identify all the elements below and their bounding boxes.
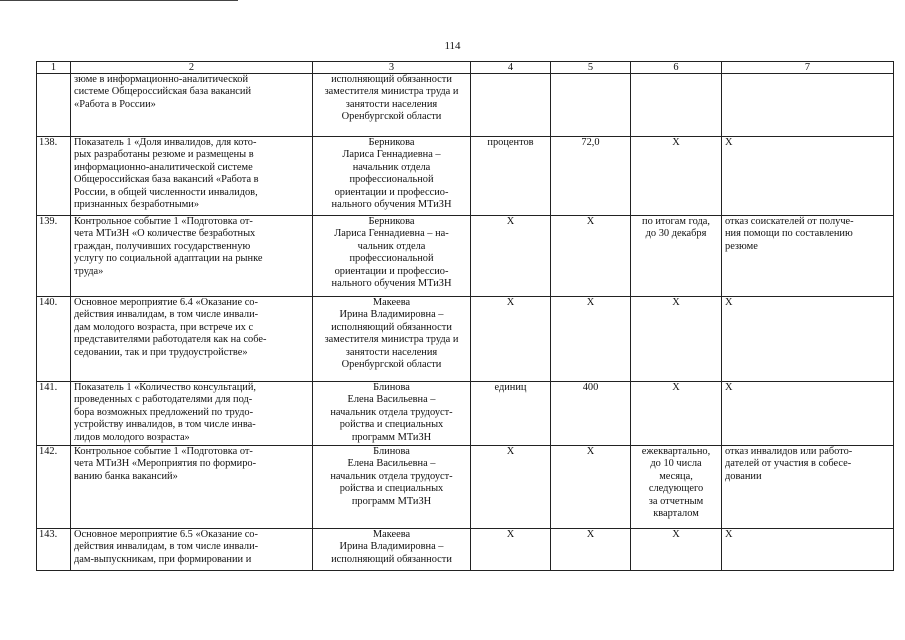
- value: Х: [551, 216, 631, 297]
- deadline: ежеквартально, до 10 числа месяца, следующего за отчетным кварталом: [631, 446, 722, 529]
- value: [551, 74, 631, 137]
- deadline: Х: [631, 297, 722, 382]
- top-rule: [0, 0, 238, 1]
- page-number: 114: [444, 40, 461, 52]
- measure-name: Контрольное событие 1 «Подготовка от- чета МТиЗН «Мероприятия по формиро- ванию банка вакансий»: [71, 446, 313, 529]
- result: отказ инвалидов или работо- дателей от участия в собесе- довании: [722, 446, 894, 529]
- table-row: [37, 74, 894, 137]
- value: 400: [551, 382, 631, 446]
- header-cell: 1: [37, 62, 71, 74]
- deadline: [631, 74, 722, 137]
- row-number: 143.: [37, 529, 71, 571]
- row-number: 140.: [37, 297, 71, 382]
- unit: процентов: [471, 137, 551, 216]
- header-cell: 5: [551, 62, 631, 74]
- result: Х: [722, 297, 894, 382]
- unit: [471, 74, 551, 137]
- measure-name: Показатель 1 «Количество консультаций, проведенных с работодателями для под- бора возможных предложений по трудо- устройству инвалидов, в том числе инва- лидов молодого возраста»: [71, 382, 313, 446]
- header-row: [37, 62, 894, 74]
- unit: единиц: [471, 382, 551, 446]
- result: [722, 74, 894, 137]
- deadline: по итогам года, до 30 декабря: [631, 216, 722, 297]
- unit: Х: [471, 297, 551, 382]
- value: 72,0: [551, 137, 631, 216]
- responsible: Берникова Лариса Геннадиевна – начальник отдела профессиональной ориентации и профессио- нального обучения МТиЗН: [313, 137, 471, 216]
- header-cell: 2: [71, 62, 313, 74]
- header-cell: 4: [471, 62, 551, 74]
- responsible: Блинова Елена Васильевна – начальник отдела трудоуст- ройства и специальных программ МТиЗН: [313, 382, 471, 446]
- table-row: [37, 216, 894, 297]
- unit: Х: [471, 446, 551, 529]
- measure-name: зюме в информационно-аналитической системе Общероссийская база вакансий «Работа в России»: [71, 74, 313, 137]
- measure-name: Основное мероприятие 6.5 «Оказание со- действия инвалидам, в том числе инвали- дам-выпускникам, при формировании и: [71, 529, 313, 571]
- header-cell: 6: [631, 62, 722, 74]
- result: отказ соискателей от получе- ния помощи по составлению резюме: [722, 216, 894, 297]
- responsible: Макеева Ирина Владимировна – исполняющий обязанности: [313, 529, 471, 571]
- row-number: 139.: [37, 216, 71, 297]
- unit: Х: [471, 529, 551, 571]
- unit: Х: [471, 216, 551, 297]
- table-row: [37, 297, 894, 382]
- responsible: Макеева Ирина Владимировна – исполняющий обязанности заместителя министра труда и занятости населения Оренбургской области: [313, 297, 471, 382]
- result: Х: [722, 137, 894, 216]
- table-row: [37, 137, 894, 216]
- result: Х: [722, 529, 894, 571]
- deadline: Х: [631, 382, 722, 446]
- value: Х: [551, 446, 631, 529]
- measure-name: Показатель 1 «Доля инвалидов, для кото- рых разработаны резюме и размещены в информационно-аналитической системе Общероссийская база вакансий «Работа в России, в общей численности инвалидов, признанных безработными»: [71, 137, 313, 216]
- measure-name: Контрольное событие 1 «Подготовка от- чета МТиЗН «О количестве безработных граждан, получивших государственную услугу по социальной адаптации на рынке труда»: [71, 216, 313, 297]
- table-row: [37, 382, 894, 446]
- row-number: [37, 74, 71, 137]
- result: Х: [722, 382, 894, 446]
- deadline: Х: [631, 137, 722, 216]
- row-number: 141.: [37, 382, 71, 446]
- row-number: 138.: [37, 137, 71, 216]
- header-cell: 3: [313, 62, 471, 74]
- table-row: [37, 529, 894, 571]
- responsible: Блинова Елена Васильевна – начальник отдела трудоуст- ройства и специальных программ МТиЗН: [313, 446, 471, 529]
- measure-name: Основное мероприятие 6.4 «Оказание со- действия инвалидам, в том числе инвали- дам молодого возраста, при встрече их с представителями работодателя как на собе- седовании, так и при трудоустройстве»: [71, 297, 313, 382]
- deadline: Х: [631, 529, 722, 571]
- measures-table: [36, 61, 894, 571]
- table-row: [37, 446, 894, 529]
- responsible: исполняющий обязанности заместителя министра труда и занятости населения Оренбургской области: [313, 74, 471, 137]
- responsible: Берникова Лариса Геннадиевна – на- чальник отдела профессиональной ориентации и профессио- нального обучения МТиЗН: [313, 216, 471, 297]
- header-cell: 7: [722, 62, 894, 74]
- row-number: 142.: [37, 446, 71, 529]
- value: Х: [551, 529, 631, 571]
- value: Х: [551, 297, 631, 382]
